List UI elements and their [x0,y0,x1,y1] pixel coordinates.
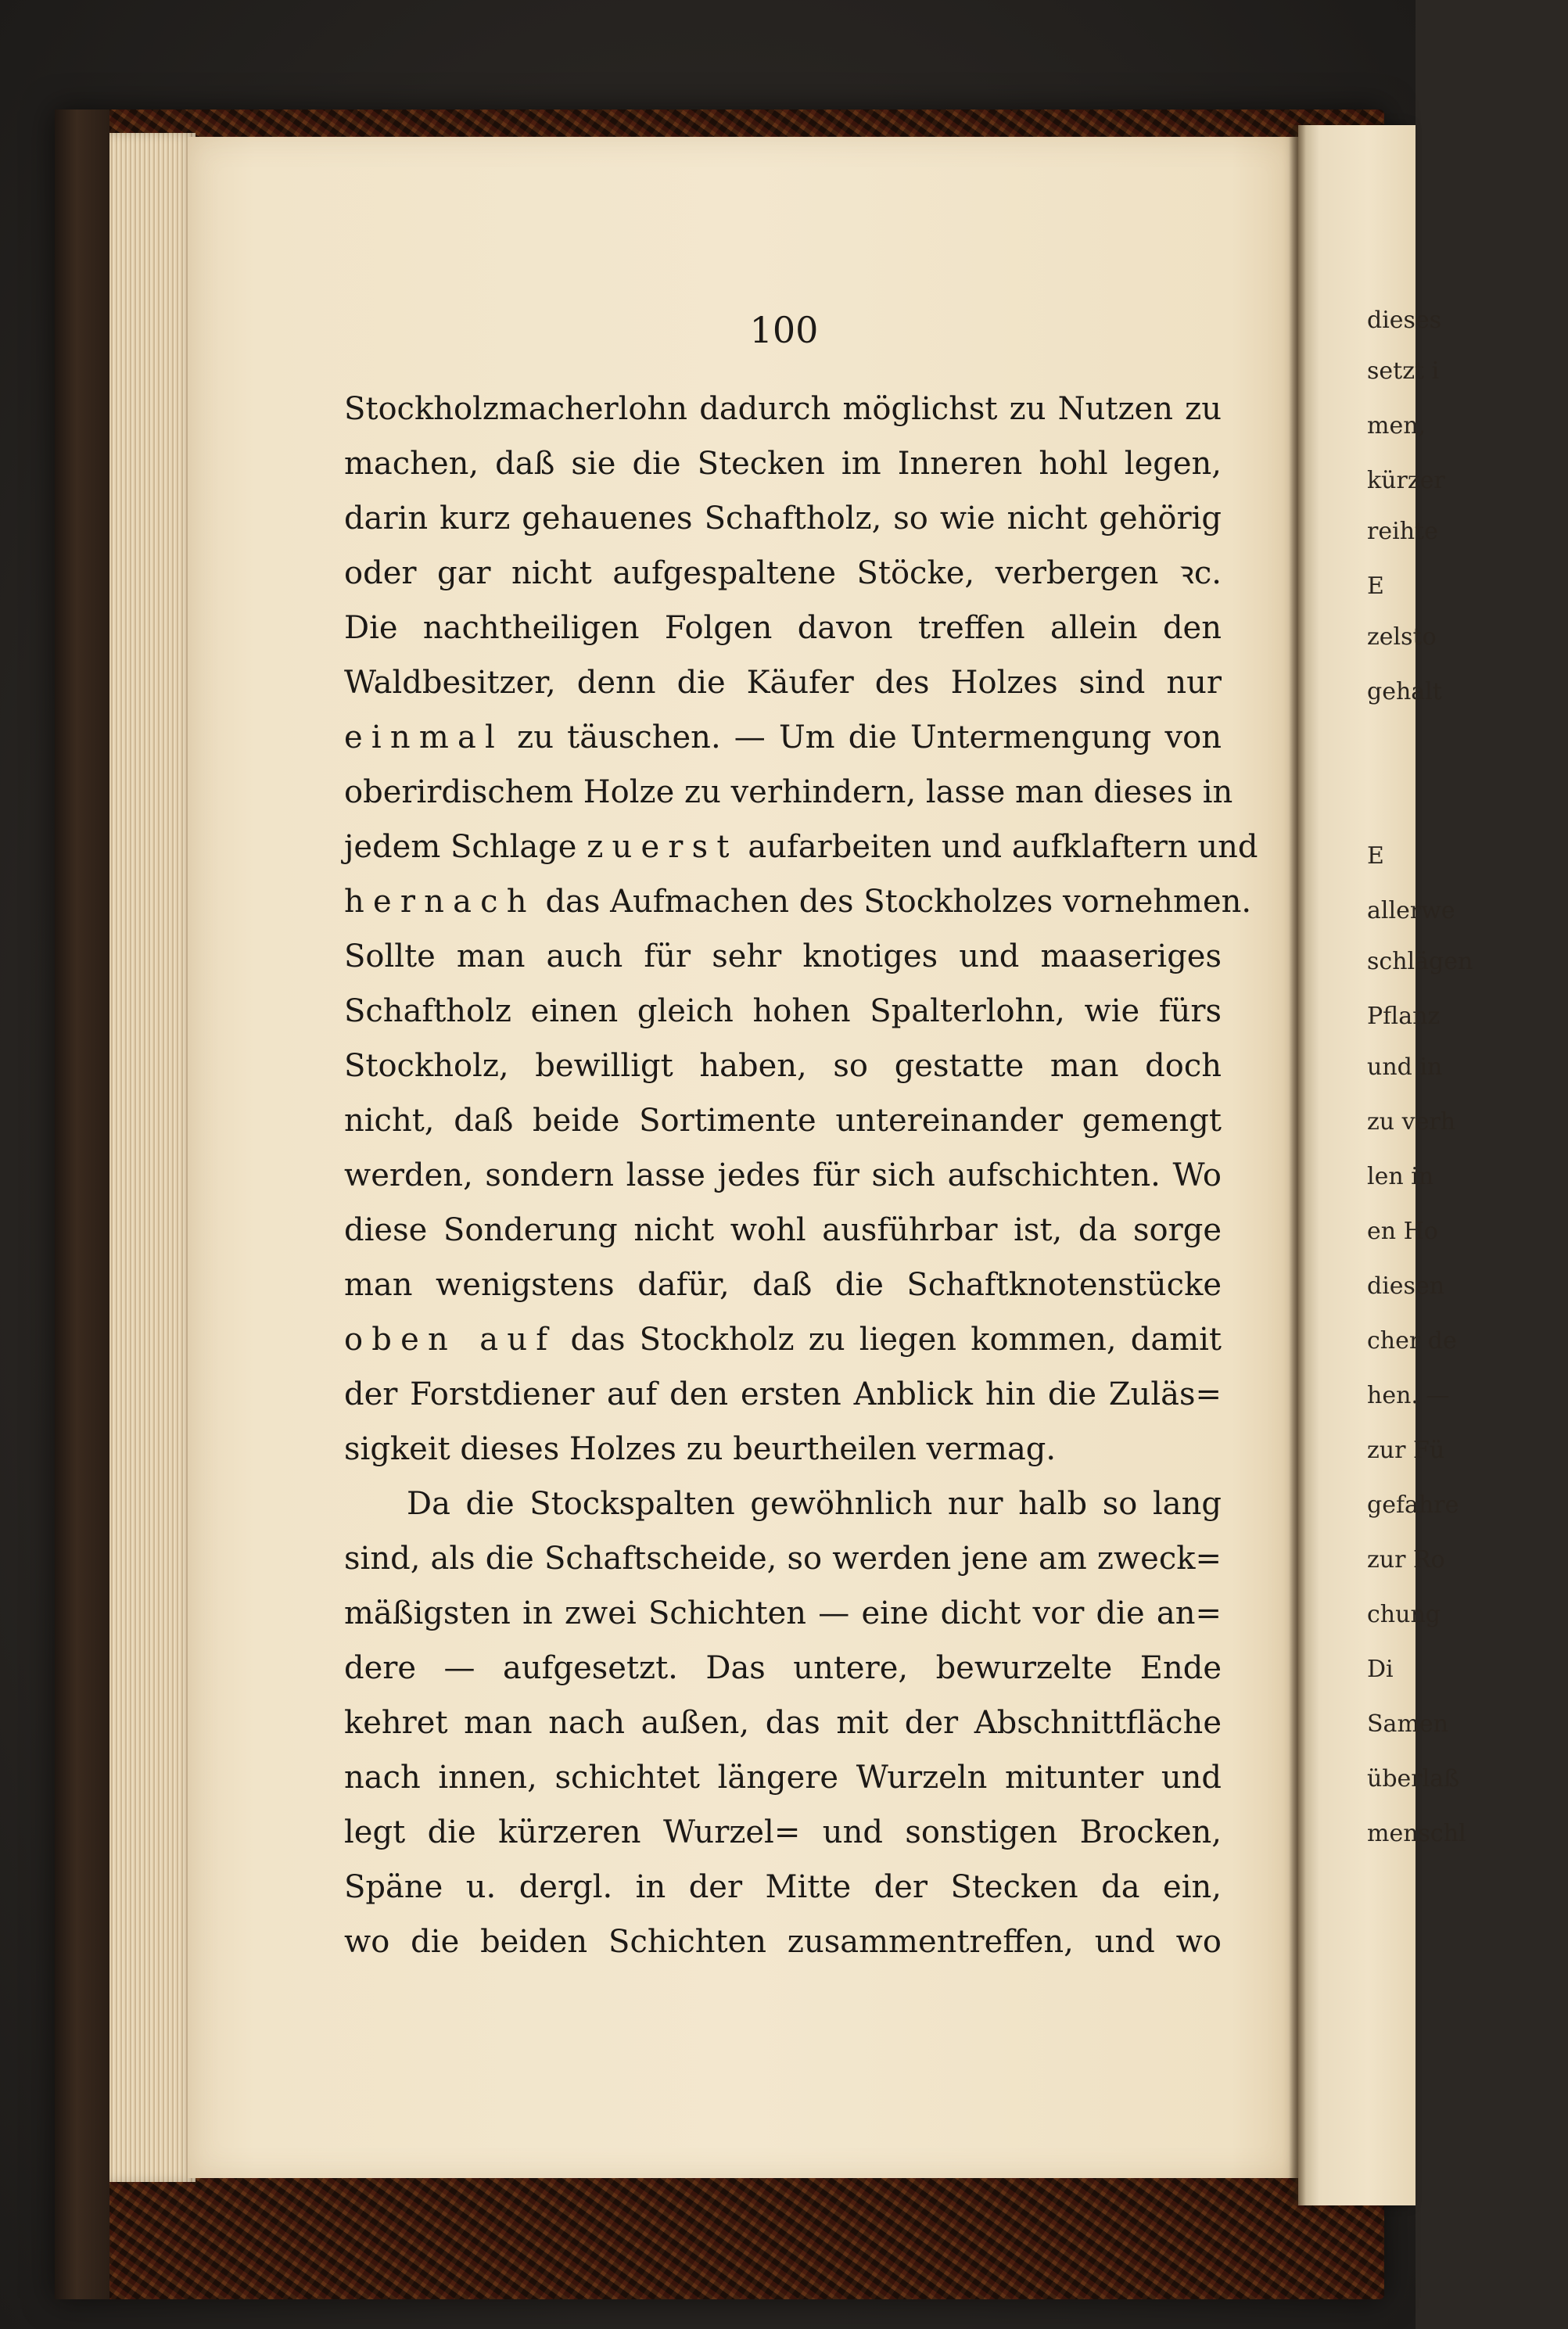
neighbour-page-fragment: zu verh [1367,1108,1456,1136]
text-line: Die nachtheiligen Folgen davon treffen allein den [344,610,1222,646]
text-line: machen, daß sie die Stecken im Inneren hohl legen, [344,446,1222,482]
neighbour-page-fragment: gefahre [1367,1491,1459,1519]
text-line: der Forstdiener auf den ersten Anblick hin die Zuläs= [344,1376,1222,1412]
neighbour-page-fragment: allerwe [1367,897,1455,924]
neighbour-page-fragment: kürzer [1367,467,1445,494]
text-line: Späne u. dergl. in der Mitte der Stecken da ein, [344,1869,1222,1905]
neighbour-page-fragment: E [1367,572,1384,600]
text-line: sigkeit dieses Holzes zu beurtheilen vermag. [344,1431,1057,1467]
text-line: darin kurz gehauenes Schaftholz, so wie nicht gehörig [344,501,1222,536]
neighbour-page-fragment: überlaß [1367,1765,1460,1793]
neighbour-page-fragment: schlägen [1367,948,1473,975]
text-line: kehret man nach außen, das mit der Abschnittfläche [344,1705,1222,1741]
neighbour-page-fragment: E [1367,842,1384,870]
text-line: jedem Schlage zuerst aufarbeiten und aufklaftern und [344,829,1258,865]
text-line: nicht, daß beide Sortimente untereinander gemengt [344,1103,1222,1139]
neighbour-page-fragment: zelsto [1367,623,1437,651]
neighbour-page-fragment: und in [1367,1053,1443,1081]
text-line: Da die Stockspalten gewöhnlich nur halb so lang [407,1486,1222,1522]
neighbour-page-fragment: gehalt [1367,678,1442,705]
text-line: diese Sonderung nicht wohl ausführbar ist, da sorge [344,1212,1222,1248]
text-line: man wenigstens dafür, daß die Schaftknotenstücke [344,1267,1222,1303]
text-line: nach innen, schichtet längere Wurzeln mitunter und [344,1760,1222,1796]
neighbour-page-fragment: Samen [1367,1710,1448,1738]
text-line: dere — aufgesetzt. Das untere, bewurzelte Ende [344,1650,1222,1686]
neighbour-page-fragment: menschl [1367,1820,1466,1847]
neighbour-page-fragment: dieses [1367,307,1442,334]
neighbour-page-fragment: cher de [1367,1327,1457,1355]
text-line: sind, als die Schaftscheide, so werden jene am zweck= [344,1541,1222,1577]
neighbour-page-fragment: hen. — [1367,1382,1450,1409]
text-line: hernach das Aufmachen des Stockholzes vornehmen. [344,884,1252,920]
page-body-text [344,382,1258,1969]
page-stack-edges [109,133,196,2182]
neighbour-page-fragment: zur Fü [1367,1437,1445,1464]
neighbour-page-fragment: len in [1367,1163,1434,1190]
neighbour-page-fragment: diesen [1367,1272,1445,1300]
page-number: 100 [749,309,819,351]
neighbour-page-fragment: Pflanz [1367,1003,1441,1030]
text-line: legt die kürzeren Wurzel= und sonstigen Brocken, [344,1814,1222,1850]
text-line: Stockholz, bewilligt haben, so gestatte man doch [344,1048,1222,1084]
neighbour-page-fragment: men, [1367,412,1426,440]
text-line: Schaftholz einen gleich hohen Spalterlohn, wie fürs [344,993,1222,1029]
neighbour-page-fragment: en Ho [1367,1218,1438,1245]
text-line: einmal zu täuschen. — Um die Untermengung von [344,720,1222,755]
text-line: mäßigsten in zwei Schichten — eine dicht vor die an= [344,1595,1222,1631]
text-line: oberirdischem Holze zu verhindern, lasse man dieses in [344,774,1233,810]
text-line: Sollte man auch für sehr knotiges und maaseriges [344,938,1222,974]
text-line: wo die beiden Schichten zusammentreffen, und wo [344,1924,1222,1960]
text-line: Waldbesitzer, denn die Käufer des Holzes sind nur [344,665,1222,701]
neighbour-page-fragment: chung [1367,1601,1441,1628]
text-line: oben auf das Stockholz zu liegen kommen, damit [344,1322,1222,1358]
book-spine-edge [55,109,109,2299]
text-line: Stockholzmacherlohn dadurch möglichst zu Nutzen zu [344,391,1222,427]
text-line: oder gar nicht aufgespaltene Stöcke, verbergen ꝛc. [344,555,1222,591]
neighbour-page-fragment: zur Ro [1367,1546,1445,1574]
neighbour-page-fragment: Di [1367,1656,1394,1683]
book-gutter [1289,125,1306,2205]
neighbour-page-fragment: setzt i [1367,357,1440,385]
text-line: werden, sondern lasse jedes für sich aufschichten. Wo [344,1157,1222,1193]
neighbour-page-fragment: reihte [1367,518,1438,545]
